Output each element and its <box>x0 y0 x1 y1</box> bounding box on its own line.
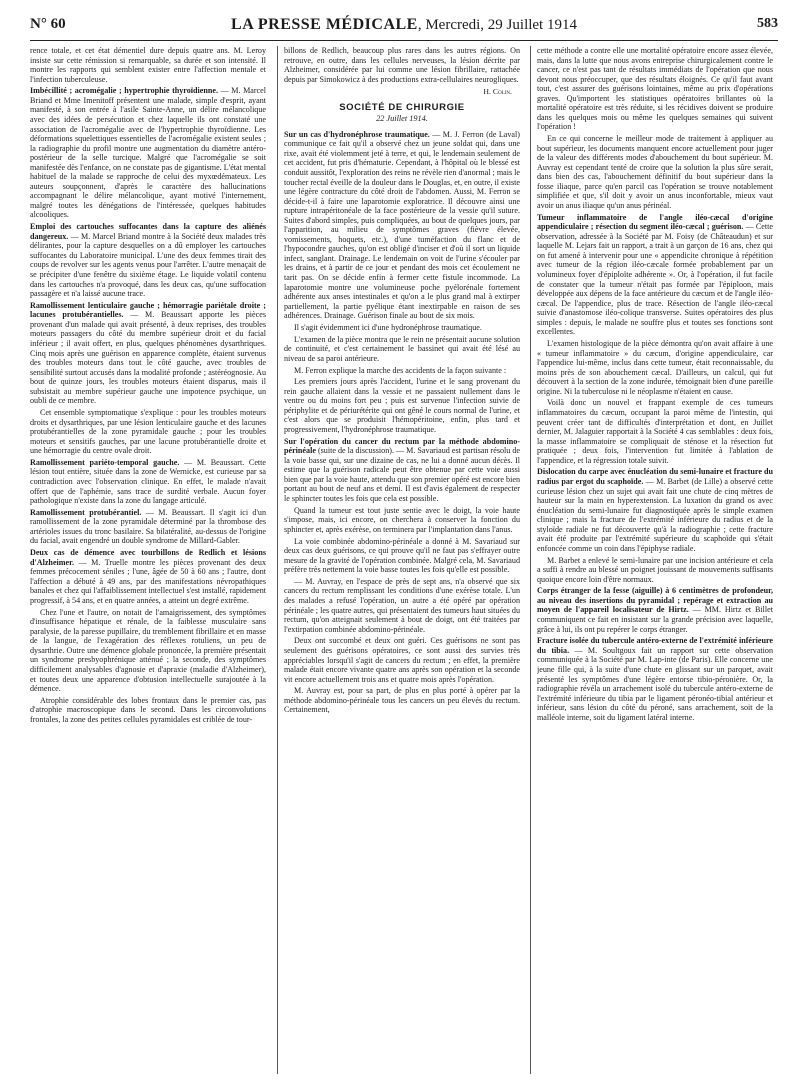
article <box>537 467 773 553</box>
paragraph: montre à la Société deux malades très délirantes, pour la capture desquelles on a dû employer les cartouches suffocantes du Laboratoire municipal. L'une des deux femmes tirait des coups de revolver sur les agents venus pour l'arrêter. L'autre menaçait de se précipiter d'une fenêtre du sixième étage. Le liquide volatil contenu dans les cartouches n'a provoqué, dans les deux cas, qu'une suffocation passagère et n'a laissé aucune trace. <box>30 231 266 299</box>
paragraph: apporte les pièces provenant d'un malade qui avait présenté, à deux reprises, des troubles moteurs passagers du côté du membre supérieur droit et du facial inférieur ; il avait offert, en plus, quelques phénomènes dysarthriques. Cinq mois après une guérison en apparence complète, étaient survenus des troubles moteurs dans tout le côté gauche, avec troubles de sensibilité surtout accusés dans la modalité profonde ; astéréognosie. Au bout de quinze jours, les troubles moteurs étaient disparus, mais il subsistait au membre supérieur gauche une impotence psychique, un oubli de ce membre. <box>30 310 266 406</box>
paragraph: Voilà donc un nouvel et frappant exemple de ces tumeurs inflammatoires du cæcum, occupant la paroi même de l'intestin, qui peuvent créer tant de difficultés d'interprétation et dont, en Juillet dernier, M. Jalaguier rapportait à la Société 4 cas semblables : deux fois, la masse inflammatoire se compliquait de sténose et la résection fut pratiquée ; deux fois, l'intervention fut limitée à l'ablation de l'appendice, et la régression totale suivit. <box>537 398 773 465</box>
article-title: Ramollissement protubérantiel. <box>30 507 142 517</box>
paragraph: montre les pièces provenant des deux femmes précocement séniles ; l'une, âgée de 50 à 60 ans ; l'autre, dont l'affection a débuté à 49 ans, par des manifestations névropathiques banales et chez qui l'affaiblissement intellectuel s'est installé, rapidement progressif, à 54 ans, et en quatre années, a atteint un degré extrême. <box>30 557 266 605</box>
issue-date: , Mercredi, 29 Juillet 1914 <box>417 17 577 33</box>
journal-masthead <box>30 16 778 34</box>
header-rule <box>30 40 778 41</box>
article-authors: — M. Auvray, <box>294 576 343 586</box>
paragraph: M. Auvray est, pour sa part, de plus en plus porté à opérer par la méthode abdomino-périnéale tous les cancers un peu élevés du rectum. Certainement, <box>284 686 520 715</box>
article <box>284 130 520 321</box>
paragraph: (de Laval) communique ce fait qu'il a observé chez un jeune soldat qui, dans une rixe, avait été violemment jeté à terre, et qui, le lendemain seulement de cet accident, fut pris d'hématurie. Cependant, à l'hôpital où le blessé est conduit aussitôt, l'exploration des reins ne révèle rien d'anormal ; mais le toucher rectal éveille de la douleur dans le Douglas, et, en outre, il existe une légère contracture du côté droit de l'abdomen. Aussi, M. Ferron se décide-t-il à faire une laparotomie exploratrice. Il découvre ainsi une rupture intrapéritonéale de la face postérieure de la vessie qu'il suture. Suites d'abord simples, puis compliquées, au bout de quelques jours, par l'apparition, au milieu de symptômes graves (fièvre élevée, vomissements, hoquets, etc.), d'une tuméfaction du flanc et de l'hypocondre gauches, qu'on est obligé d'inciser et d'où il sort un liquide infect, sanglant. Drainage. Le lendemain on voit de l'urine s'écouler par les drains, et à partir de ce jour et pendant des mois cet écoulement ne tarit pas. On se décide enfin à fermer cette fistule incommode. La laparotomie montre une volumineuse poche pyélorénale fortement adhérente aux anses intestinales et qu'on a le plus grand mal à extirper partiellement, la partie pyélique étant inextirpable en raison de ses adhérences. Drainage. Guérison finale au bout de six mois. <box>284 129 520 321</box>
article <box>30 458 266 506</box>
article-authors: — M. Savariaud <box>394 446 450 456</box>
paragraph: (de Lille) a observé cette curieuse lésion chez un sujet qui avait fait une chute de cinq mètres de hauteur sur la main en hyperextension. La luxation du grand os avec énucléation du semi-lunaire fut diagnostiquée après le simple examen clinique ; mais la fracture de l'extrémité inférieure du radius et de la styloïde radiale ne fut découverte qu'à la radiographie ; cette fracture avait été produite par l'extrémité supérieure du scaphoïde qui s'était enfoncée comme un coin dans l'épiphyse radiale. <box>537 477 773 553</box>
paragraph: L'examen histologique de la pièce démontra qu'on avait affaire à une « tumeur inflammatoire » du cæcum, d'origine appendiculaire, car l'appendice lui-même, inclus dans cette tumeur, était reconnaissable, du moins près de son abouchement cæcal. D'ailleurs, un calcul, qui fut découvert à la section de la zone indurée, témoignait bien d'une pareille origine. Ni la tuberculose ni le néoplasme n'étaient en cause. <box>537 338 773 396</box>
paragraph <box>284 577 520 634</box>
column-divider <box>530 46 531 1074</box>
article-note: (suite de la discussion). <box>315 446 394 456</box>
article-authors: — MM. Hirtz et Billet <box>688 605 773 615</box>
article-title: Fracture isolée du tubercule antéro-externe de l'extrémité inférieure du tibia. <box>537 636 773 655</box>
paragraph: Cette lésion tout entière, située dans la zone de Wernicke, est curieuse par sa contradiction avec l'observation clinique. En effet, le malade n'avait offert que de l'aphémie, sans trace de surdité verbale. Aucun foyer pathologique n'existe dans la zone du langage articulé. <box>30 457 266 506</box>
article-authors: — M. Soultgoux <box>569 645 636 655</box>
article-title: Sur l'opération du cancer du rectum par la méthode abdomino-périnéale <box>284 436 520 456</box>
society-date: 22 Juillet 1914. <box>376 114 428 124</box>
society-heading: SOCIÉTÉ DE CHIRURGIE <box>339 101 465 113</box>
article-authors: — M. Beaussart. <box>141 507 206 517</box>
paragraph: est partisan résolu de la voie basse qui, sur une dizaine de cas, ne lui a donné aucun décès. Il estime que la guérison radicale peut être obtenue par cette voie aussi bien que par la voie haute, attendu que son premier opéré est encore bien portant au bout de neuf ans et demi. Il est d'avis également de respecter le sphincter toutes les fois que cela est possible. <box>284 446 520 503</box>
article-title: Ramollissement lenticulaire gauche ; hémorragie pariétale droite ; lacunes protubérantielles. <box>30 300 266 320</box>
article-title: Sur un cas d'hydronéphrose traumatique. <box>284 129 430 139</box>
article-authors: — M. Marcel Briand et Mme Imenitoff <box>30 86 266 105</box>
column-divider <box>277 46 278 1074</box>
paragraph: M. Barbet a enlevé le semi-lunaire par une incision antérieure et cela a suffi à rendre au blessé un poignet jouissant de mouvements suffisants quoique encore loin d'être normaux. <box>537 555 773 584</box>
paragraph: communiquent ce fait en insistant sur la grande précision avec laquelle, grâce à lui, ils ont pu repérer le corps étranger. <box>537 615 773 634</box>
paragraph: L'examen de la pièce montra que le rein ne présentait aucune solution de continuité, et c'est certainement le bassinet qui avait été lésé au niveau de sa paroi antérieure. <box>284 334 520 363</box>
article <box>30 508 266 546</box>
article-title: Corps étranger de la fesse (aiguille) à 6 centimètres de profondeur, au niveau des insertions du pyramidal ; repérage et extraction au moyen de l'appareil localisateur de Hirtz. <box>537 586 773 615</box>
paragraph: présentent une malade, simple d'esprit, ayant manifesté, à son entrée à l'asile Sainte-Anne, un délire mélancolique avec des idées de persécution et chez laquelle ils ont constaté une association de l'acromégalie avec de l'hypertrophie thyroïdienne. Les déformations squelettiques essentielles de l'acromégalie existent seules ; la radiographie du profil montre une augmentation du diamètre antéro-postérieur de la selle turcique. Malgré que l'acromégalie se soit manifestée dès l'enfance, on ne constate pas de gigantisme. L'état mental habituel de la malade se rapproche de celui des myxœdémateux. Les auteurs soupçonnent, d'après le caractère des hallucinations accompagnant le délire mélancolique, ayant motivé l'internement, malgré toutes les dénégations de l'intéressée, quelques habitudes alcooliques. <box>30 95 266 220</box>
article <box>30 548 266 605</box>
paragraph: (de Châteaudun) et sur laquelle M. Lejars fait un rapport, a trait à un garçon de 16 ans, chez qui on fut amené à intervenir pour une « appendicite chronique à répétition avec tumeur de la région iléo-cæcale formée probablement par un volumineux foyer d'épiploïte adhérente ». Or, à l'opération, il fut facile de constater que la tumeur n'était pas formée par l'épiploon, mais développée aux dépens de la face antérieure du cæcum et de l'angle iléo-cæcal. De l'appendice, plus de trace. Résection de l'angle iléo-cæcal suivie d'anastomose iléo-colique transverse. Suites opératoires des plus simples : depuis, le malade ne souffre plus et toutes ses fonctions sont excellentes. <box>537 231 773 337</box>
paragraph: Deux ont succombé et deux ont guéri. Ces guérisons ne sont pas seulement des guérisons opératoires, ce sont aussi des survies très appréciables lorsqu'il s'agit de cancers du rectum ; en effet, la première malade était encore vivante quatre ans après son opération et la seconde vit encore actuellement trois ans et quatre mois après l'opération. <box>284 636 520 684</box>
column-1 <box>30 46 266 1074</box>
article <box>537 213 773 337</box>
signature: H. Colin. <box>483 87 512 97</box>
paragraph: Il s'agit évidemment ici d'une hydronéphrose traumatique. <box>294 322 482 332</box>
page-number: 583 <box>757 16 778 31</box>
paragraph: Quand la tumeur est tout juste sentie avec le doigt, la voie haute s'impose, mais, ici encore, on cherchera à conserver la fonction du sphincter et, après exérèse, on terminera par l'implantation dans l'anus. <box>284 505 520 534</box>
article-authors: — M. Truelle <box>74 557 128 567</box>
paragraph: rence totale, et cet état démentiel dure depuis quatre ans. M. Leroy insiste sur cette rémission si remarquable, sa durée et son intensité. Il montre les rapports qui semblent exister entre l'affection mentale et l'infection tuberculeuse. <box>30 46 266 84</box>
paragraph: Il s'agit ici d'un ramollissement de la zone pyramidale déterminé par la thrombose des artérioles issues du tronc basilaire. Sa bilatéralité, au-dessus de l'origine du facial, avait engendré un double syndrome de Millard-Gabler. <box>30 507 266 546</box>
article-authors: — M. Marcel Briand <box>68 231 140 241</box>
article <box>30 301 266 406</box>
paragraph: La voie combinée abdomino-périnéale a donné à M. Savariaud sur deux cas deux guérisons, ce qui prouve qu'il ne faut pas s'effrayer outre mesure de la gravité de l'opération combinée. Malgré cela, M. Savariaud préfère très nettement la voie basse toutes les fois qu'elle est possible. <box>284 536 520 575</box>
article-authors: — M. Barbet <box>643 477 690 486</box>
article-title: Emploi des cartouches suffocantes dans la capture des aliénés dangereux. <box>30 222 266 241</box>
paragraph: cette méthode a contre elle une mortalité opératoire encore assez élevée, mais, dans la lutte que nous avons entreprise chirurgicalement contre le cancer, ce n'est pas tant de résultats immédiats de l'opération que nous devont nous préoccuper, que des résultats éloignés. Ce qu'il faut avant tout, c'est assurer des guérisons lointaines, même au prix d'opérations graves. Qu'importent les statistiques opératoires brillantes où la mortalité opératoire est très réduite, si les récidives doivent se produire dans les quelques mois ou même les quelques semaines qui suivent l'opération ! <box>537 46 773 132</box>
article <box>537 636 773 722</box>
article <box>30 86 266 220</box>
article-title: Dislocation du carpe avec énucléation du semi-lunaire et fracture du radius par ergot du scaphoïde. <box>537 467 773 486</box>
column-2 <box>284 46 520 1074</box>
journal-title: LA PRESSE MÉDICALE <box>231 16 418 33</box>
article <box>284 437 520 504</box>
article-title: Ramollissement pariéto-temporal gauche. <box>30 457 180 467</box>
paragraph: billons de Redlich, beaucoup plus rares dans les autres régions. On retrouve, en outre, dans les cellules nerveuses, la lésion décrite par Alzheimer, considérée par lui comme une lésion fibrillaire, rattachée depuis par Simokowicz à des productions extra-cellulaires neurogliques. <box>284 46 520 84</box>
paragraph: Atrophie considérable des lobes frontaux dans le premier cas, pas d'atrophie macroscopique dans le second. Dans les circonvolutions frontales, la zone des petites cellules pyramidales est criblée de tour- <box>30 695 266 724</box>
issue-number: N° 60 <box>30 16 66 32</box>
paragraph: fait un rapport sur cette observation communiquée à la Société par M. Lap-inte (de Paris). Elle concerne une jeune fille qui, à la suite d'une chute en glissant sur un parquet, avait présenté les symptômes d'une légère entorse tibio-péronière. Or, la radiographie révéla un arrachement isolé du tubercule antéro-externe de l'extrémité inférieure du tibia par le ligament péronéo-tibial antérieur et inférieur, sans lésion du côté du péroné, sans arrachement, soit de la malléole interne, soit du ligament latéral interne. <box>537 645 773 722</box>
paragraph: Cet ensemble symptomatique s'explique : pour les troubles moteurs droits et dysarthriques, par une lésion lenticulaire gauche et des lacunes protubérantielles de la zone pyramidale gauche ; pour les troubles moteurs et sensitifs gauches, par une lacune protubérantielle droite et une hémorragie du centre ovale droit. <box>30 407 266 456</box>
article-authors: — M. Beaussart. <box>179 457 245 467</box>
article-title: Deux cas de démence avec tourbillons de Redlich et lésions d'Alzheimer. <box>30 548 266 567</box>
article-title: Tumeur inflammatoire de l'angle iléo-cæcal d'origine appendiculaire ; résection du segment iléo-cæcal ; guérison. <box>537 212 773 232</box>
article-authors: — M. Beaussart <box>123 310 193 320</box>
article-authors: — Cette observation, adressée à la Société par M. Foisy <box>537 222 773 241</box>
article-title: Imbécillité ; acromégalie ; hypertrophie thyroïdienne. <box>30 86 219 96</box>
column-3 <box>537 46 773 1074</box>
paragraph: En ce qui concerne le meilleur mode de traitement à appliquer au bout supérieur, les documents manquent encore actuellement pour juger de la valeur des différents modes d'abouchement du bout supérieur. M. Auvray est cependant tenté de croire que la solution la plus sûre serait, dans bien des cas, l'abouchement définitif du bout supérieur dans la fosse iliaque, parce qu'en parcil cas l'opération se trouve notablement simplifiée et que, s'il doit y avoir un anus inconfortable, mieux vaut avoir un anus iliaque qu'un anus périnéal. <box>537 134 773 210</box>
article <box>30 222 266 298</box>
article-authors: — M. J. Ferron <box>429 129 484 139</box>
paragraph: Chez l'une et l'autre, on notait de l'amaigrissement, des symptômes d'insuffisance hépatique et rénale, de la faiblesse musculaire sans paralysie, de la paresse pupillaire, du tremblement fibrillaire et en masse de la langue, de l'exagération des réflexes rotuliens, un peu de dysarthrie. Outre une démence globale prononcée, la première présentait un syndrome presbyophrénique atténué ; la seconde, des symptômes difficilement analysables d'agnosie et d'apraxie (maladie d'Alzheimer), et toutes deux une apparence d'obtusion intellectuelle surajoutée à la démence. <box>30 607 266 694</box>
paragraph-text: en l'espace de près de sept ans, n'a observé que six cancers du rectum remplissant les conditions d'une exérèse totale. L'un des malades a refusé l'opération, un autre a été opéré par opération périnéale ; les quatre autres, qui présentaient des tumeurs haut situées du rectum, qu'on atteignait seulement à bout de doigt, ont été traitées par l'extirpation combinée abdomino-périnéale. <box>284 576 520 634</box>
paragraph: Les premiers jours après l'accident, l'urine et le sang provenant du rein gauche allaient dans la vessie et ne passaient nullement dans le ventre ou du moins fort peu ; puis est survenue l'infection suivie de périphylite et de périurétérite qui ont gêné le cours normal de l'urine, et c'est alors que se produisit l'hémopéritoine, enfin, plus tard et progressivement, l'hydronéphrose traumatique. <box>284 377 520 434</box>
paragraph: M. Ferron explique la marche des accidents de la façon suivante : <box>294 365 507 375</box>
article <box>537 586 773 634</box>
page-header <box>30 14 778 36</box>
